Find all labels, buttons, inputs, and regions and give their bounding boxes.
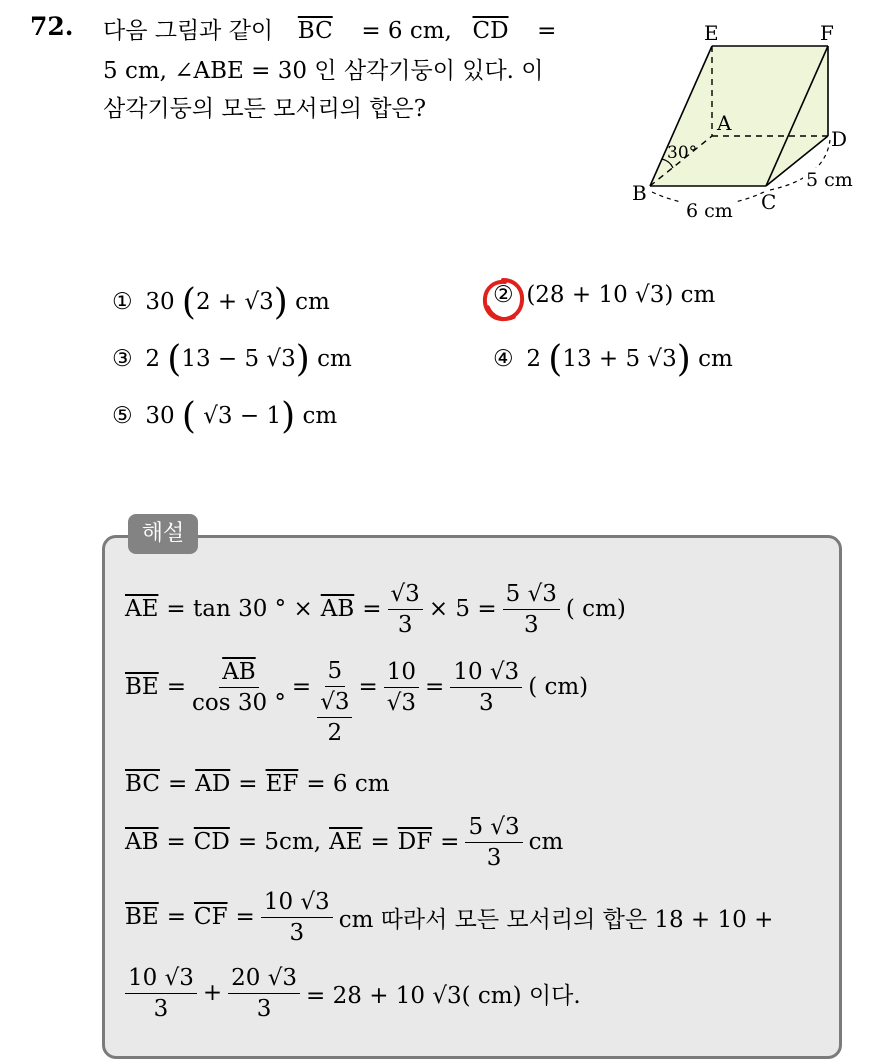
segment-bc: $\overline{BC}$ [297, 18, 333, 44]
choice-5[interactable]: ⑤ 30 ( √3 − 1) cm [112, 396, 338, 437]
choice-2[interactable]: ② (28 + 10 √3) cm [493, 282, 716, 308]
choice-coef: 2 [145, 346, 160, 372]
question-text: = 6 cm, [361, 18, 452, 44]
fraction: $\frac{10 √3}{3}$ [261, 887, 333, 948]
label-angle: 30° [667, 143, 698, 163]
fraction: $\frac{10 √3}{3}$ [125, 963, 197, 1024]
choice-1[interactable]: ① 30 (2 + √3) cm [112, 282, 330, 323]
segment-ad: $\overline{AD}$ [195, 771, 231, 797]
choice-expression: 13 − 5 √3 [181, 346, 296, 372]
segment-ae: $\overline{AE}$ [329, 829, 363, 855]
choice-unit: cm [295, 289, 330, 315]
solution-tag: 해설 [128, 514, 198, 554]
segment-df: $\overline{DF}$ [397, 829, 433, 855]
segment-bc: $\overline{BC}$ [125, 771, 160, 797]
segment-cd: $\overline{CD}$ [193, 829, 230, 855]
question-number: 72. [30, 12, 74, 41]
solution-text: = tan 30 ° × [166, 596, 313, 622]
choice-coef: 2 [526, 346, 541, 372]
choice-expression: √3 − 1 [195, 403, 282, 429]
segment-ab: $\overline{AB}$ [125, 829, 159, 855]
segment-be: $\overline{BE}$ [125, 904, 159, 930]
choice-marker: ⑤ [112, 403, 133, 429]
solution-line-1: $\overline{AE}$ = tan 30 ° × $\overline{AB}$ = $\frac{√3}{3}$ × 5 = $\frac{5 √3}{3}$ ( cm) [125, 580, 626, 638]
label-bc-length: 6 cm [686, 200, 733, 222]
fraction: $\frac{20 √3}{3}$ [228, 963, 300, 1024]
label-f: F [820, 21, 834, 45]
question-text: 다음 그림과 같이 [103, 18, 274, 44]
question-line-1 [103, 12, 556, 45]
segment-ef: $\overline{EF}$ [265, 771, 299, 797]
choice-expression: 13 + 5 √3 [562, 346, 677, 372]
solution-line-5: $\overline{BE}$ = $\overline{CF}$ = $\frac{10 √3}{3}$ cm 따라서 모든 모서리의 합은 18 + 10 + [125, 888, 774, 946]
complex-fraction: 5 √3 2 [317, 656, 352, 748]
choice-3[interactable]: ③ 2 (13 − 5 √3) cm [112, 339, 352, 380]
choice-coef: 30 [145, 289, 175, 315]
segment-ae: $\overline{AE}$ [125, 596, 159, 622]
prism-figure [620, 18, 870, 228]
solution-line-2: $\overline{BE}$ = $\frac{\overline{AB}}{\cos 30 ^\circ}$ = 5 √3 2 = $\frac{10}{√3}$ = $\frac{10 √3}{3}$ ( cm) [125, 658, 589, 746]
label-e: E [704, 21, 719, 45]
solution-line-3: $\overline{BC}$ = $\overline{AD}$ = $\overline{EF}$ = 6 cm [125, 771, 390, 797]
label-cd-length: 5 cm [806, 169, 853, 191]
fraction: $\frac{5 √3}{3}$ [465, 812, 522, 873]
choice-marker: ④ [493, 346, 514, 372]
fraction: $\frac{\overline{AB}}{\cos 30 ^\circ}$ [191, 658, 286, 716]
choice-unit: cm [302, 403, 338, 429]
choice-marker: ② [493, 282, 514, 308]
choice-unit: cm [698, 346, 733, 372]
segment-cf: $\overline{CF}$ [193, 904, 228, 930]
choice-expression: 28 + 10 √3 [535, 282, 665, 308]
segment-cd: $\overline{CD}$ [472, 18, 509, 44]
segment-ab: $\overline{AB}$ [320, 596, 355, 622]
solution-line-6: $\frac{10 √3}{3}$ + $\frac{20 √3}{3}$ = 28 + 10 √3( cm) 이다. [125, 962, 581, 1024]
fraction: $\frac{√3}{3}$ [388, 579, 423, 640]
choice-marker: ③ [112, 346, 133, 372]
question-line-2: 5 cm, ∠ABE = 30 인 삼각기둥이 있다. 이 [103, 58, 544, 84]
choice-4[interactable]: ④ 2 (13 + 5 √3) cm [493, 339, 733, 380]
question-text: = [537, 18, 557, 44]
choice-marker: ① [112, 289, 133, 315]
label-d: D [831, 127, 848, 151]
label-c: C [761, 190, 777, 214]
label-b: B [632, 181, 647, 205]
fraction: $\frac{10}{√3}$ [384, 657, 419, 718]
solution-line-4: $\overline{AB}$ = $\overline{CD}$ = 5cm, $\overline{AE}$ = $\overline{DF}$ = $\frac{5 √3}{3}$ cm [125, 813, 564, 871]
choice-coef: 30 [145, 403, 175, 429]
segment-be: $\overline{BE}$ [125, 674, 159, 700]
question-line-3: 삼각기둥의 모든 모서리의 합은? [103, 96, 427, 122]
choice-unit: cm [680, 282, 716, 308]
choice-expression: 2 + √3 [195, 289, 274, 315]
fraction: $\frac{5 √3}{3}$ [503, 579, 560, 640]
label-a: A [717, 111, 732, 135]
fraction: $\frac{10 √3}{3}$ [450, 657, 522, 718]
choice-unit: cm [317, 346, 352, 372]
